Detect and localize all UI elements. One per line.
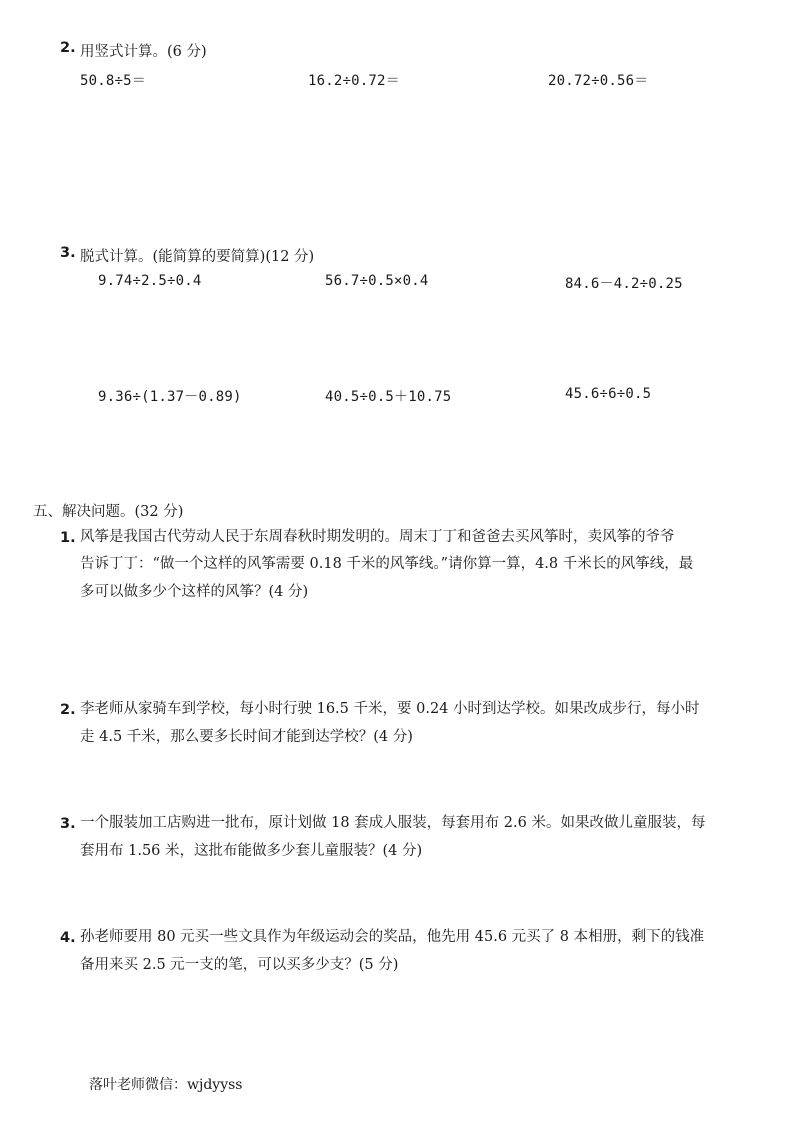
p3-line-2: 套用布 1.56 米，这批布能做多少套儿童服装？(4 分)	[80, 843, 423, 859]
p1-line-3: 多可以做多少个这样的风筝？(4 分)	[80, 584, 309, 600]
p2-line-1: 李老师从家骑车到学校，每小时行驶 16.5 千米，要 0.24 小时到达学校。如果改成步行，每小时	[80, 701, 700, 717]
q2-title: 用竖式计算。(6 分)	[80, 44, 207, 60]
q2-expr-3: 20.72÷0.56＝	[548, 73, 649, 89]
footer-contact: 落叶老师微信：wjdyyss	[89, 1077, 243, 1093]
q3-number: 3.	[60, 245, 76, 261]
q2-expr-2: 16.2÷0.72＝	[308, 73, 400, 89]
p1-line-2: 告诉丁丁：“做一个这样的风筝需要 0.18 千米的风筝线。”请你算一算，4.8 千米长的风筝线，最	[80, 556, 694, 572]
p4-line-2: 备用来买 2.5 元一支的笔，可以买多少支？(5 分)	[80, 957, 399, 973]
q3-expr-3: 84.6－4.2÷0.25	[565, 276, 683, 292]
p2-line-2: 走 4.5 千米，那么要多长时间才能到达学校？(4 分)	[80, 729, 413, 745]
p4-line-1: 孙老师要用 80 元买一些文具作为年级运动会的奖品，他先用 45.6 元买了 8 本相册，剩下的钱准	[80, 929, 705, 945]
p3-number: 3.	[60, 816, 76, 832]
q3-expr-4: 9.36÷(1.37－0.89)	[98, 389, 242, 405]
q2-expr-1: 50.8÷5＝	[80, 73, 146, 89]
p2-number: 2.	[60, 702, 76, 718]
q3-title: 脱式计算。(能简算的要简算)(12 分)	[80, 249, 315, 265]
p1-line-1: 风筝是我国古代劳动人民于东周春秋时期发明的。周末丁丁和爸爸去买风筝时，卖风筝的爷爷	[80, 529, 675, 545]
section5-title: 五、解决问题。(32 分)	[33, 504, 184, 520]
q3-expr-1: 9.74÷2.5÷0.4	[98, 273, 202, 289]
q2-number: 2.	[60, 40, 76, 56]
p1-number: 1.	[60, 530, 76, 546]
p4-number: 4.	[60, 930, 76, 946]
q3-expr-5: 40.5÷0.5＋10.75	[325, 389, 452, 405]
q3-expr-6: 45.6÷6÷0.5	[565, 386, 652, 402]
p3-line-1: 一个服装加工店购进一批布，原计划做 18 套成人服装，每套用布 2.6 米。如果改做儿童服装，每	[80, 815, 706, 831]
q3-expr-2: 56.7÷0.5×0.4	[325, 273, 429, 289]
